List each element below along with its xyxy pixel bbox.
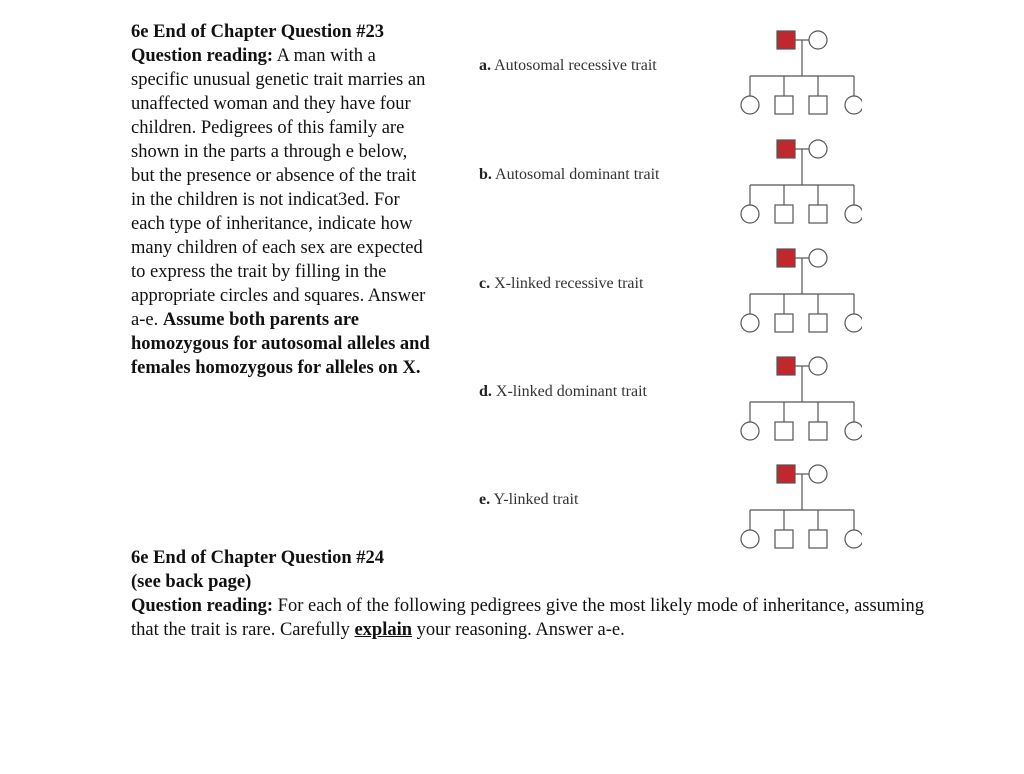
father-square (777, 249, 795, 267)
q24-reading-text-1: For each of the following pedigrees give the most likely mode of inheritance, assuming that the trait is rare. Carefully (131, 596, 924, 640)
q24-subtitle: (see back page) (131, 572, 252, 592)
trait-b (479, 166, 659, 184)
father-square (777, 357, 795, 375)
son-square[interactable] (775, 314, 793, 332)
trait-e (479, 491, 578, 509)
father-square (777, 140, 795, 158)
trait-label: X-linked recessive trait (494, 275, 644, 292)
mother-circle (809, 249, 827, 267)
daughter-circle[interactable] (845, 96, 862, 114)
trait-label: Y-linked trait (493, 491, 579, 508)
q23-reading-label: Question reading: (131, 46, 274, 66)
trait-letter: b. (479, 166, 492, 183)
son-square[interactable] (809, 96, 827, 114)
q23-assume-text: Assume both parents are homozygous for autosomal alleles and females homozygous for alleles on X. (131, 310, 430, 378)
trait-label: Autosomal recessive trait (494, 57, 657, 74)
mother-circle (809, 357, 827, 375)
mother-circle (809, 31, 827, 49)
trait-label: Autosomal dominant trait (495, 166, 660, 183)
son-square[interactable] (809, 205, 827, 223)
son-square[interactable] (809, 422, 827, 440)
pedigree-e (732, 459, 862, 554)
q23-title: 6e End of Chapter Question #23 (131, 22, 385, 42)
q24-reading-label: Question reading: (131, 596, 274, 616)
q24-reading-text-2: your reasoning. Answer a-e. (412, 620, 625, 640)
son-square[interactable] (775, 96, 793, 114)
daughter-circle[interactable] (741, 422, 759, 440)
pedigree-a (732, 25, 862, 120)
daughter-circle[interactable] (741, 96, 759, 114)
son-square[interactable] (775, 422, 793, 440)
trait-d (479, 383, 647, 401)
father-square (777, 465, 795, 483)
daughter-circle[interactable] (741, 205, 759, 223)
question-24 (131, 546, 931, 642)
trait-a (479, 57, 657, 75)
q24-explain: explain (354, 620, 413, 640)
daughter-circle[interactable] (741, 314, 759, 332)
pedigree-d (732, 351, 862, 446)
trait-letter: a. (479, 57, 491, 74)
mother-circle (809, 140, 827, 158)
trait-letter: e. (479, 491, 491, 508)
daughter-circle[interactable] (845, 422, 862, 440)
daughter-circle[interactable] (845, 205, 862, 223)
father-square (777, 31, 795, 49)
son-square[interactable] (809, 314, 827, 332)
daughter-circle[interactable] (845, 314, 862, 332)
trait-label: X-linked dominant trait (495, 383, 647, 400)
pedigree-b (732, 134, 862, 229)
question-23 (131, 20, 431, 380)
q24-title: 6e End of Chapter Question #24 (131, 548, 385, 568)
trait-letter: c. (479, 275, 491, 292)
trait-c (479, 275, 643, 293)
mother-circle (809, 465, 827, 483)
trait-letter: d. (479, 383, 492, 400)
pedigree-c (732, 243, 862, 338)
son-square[interactable] (775, 205, 793, 223)
q23-reading-text: A man with a specific unusual genetic trait marries an unaffected woman and they have four children. Pedigrees of this family are shown in the parts a through e below, but the presence or absence of the trait in the children is not indicat3ed. For each type of inheritance, indicate how many children of each sex are expected to express the trait by filling in the appropriate circles and squares. Answer a-e. (131, 46, 426, 330)
